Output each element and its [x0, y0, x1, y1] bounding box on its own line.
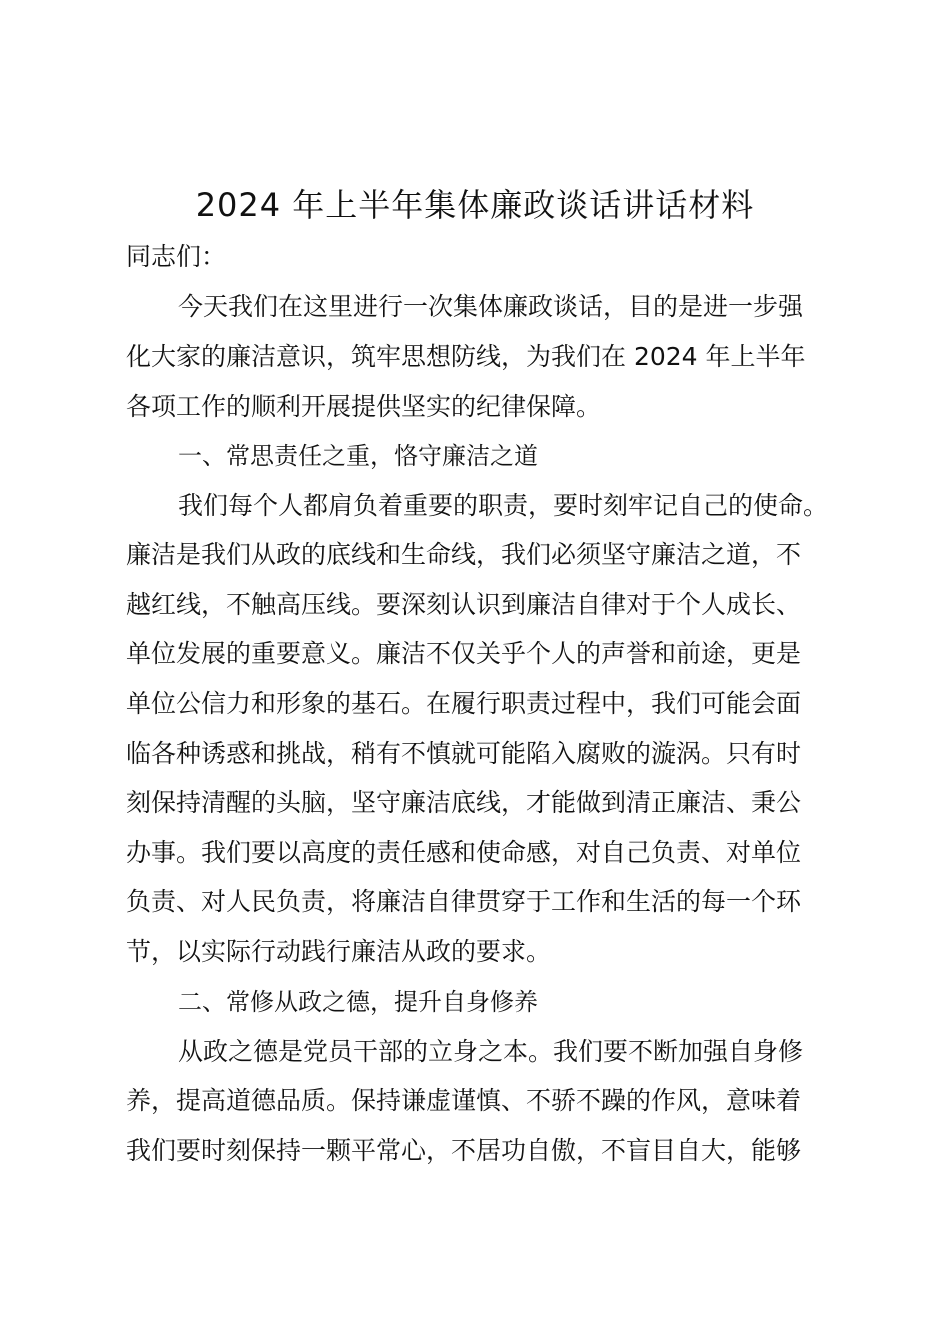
intro-line: 化大家的廉洁意识，筑牢思想防线，为我们在 2024 年上半年 — [126, 342, 806, 371]
section-1-line: 廉洁是我们从政的底线和生命线，我们必须坚守廉洁之道，不 — [126, 540, 802, 569]
section-1-line: 负责、对人民负责，将廉洁自律贯穿于工作和生活的每一个环 — [126, 887, 802, 916]
section-1-line: 节，以实际行动践行廉洁从政的要求。 — [126, 937, 552, 966]
section-1-line: 临各种诱惑和挑战，稍有不慎就可能陷入腐败的漩涡。只有时 — [126, 739, 802, 768]
section-2-line: 从政之德是党员干部的立身之本。我们要不断加强自身修 — [178, 1037, 804, 1066]
section-1-line: 单位公信力和形象的基石。在履行职责过程中，我们可能会面 — [126, 689, 802, 718]
section-1-line: 越红线，不触高压线。要深刻认识到廉洁自律对于个人成长、 — [126, 590, 802, 619]
intro-line: 今天我们在这里进行一次集体廉政谈话，目的是进一步强 — [178, 292, 804, 321]
section-1-heading: 一、常思责任之重，恪守廉洁之道 — [178, 442, 538, 470]
intro-line: 各项工作的顺利开展提供坚实的纪律保障。 — [126, 392, 602, 421]
section-1-line: 我们每个人都肩负着重要的职责，要时刻牢记自己的使命。 — [178, 491, 829, 520]
section-1-line: 单位发展的重要意义。廉洁不仅关乎个人的声誉和前途，更是 — [126, 639, 802, 668]
section-2-line: 我们要时刻保持一颗平常心，不居功自傲，不盲目自大，能够 — [126, 1136, 802, 1165]
salutation: 同志们： — [126, 242, 227, 271]
section-2-line: 养，提高道德品质。保持谦虚谨慎、不骄不躁的作风，意味着 — [126, 1086, 802, 1115]
section-2-heading: 二、常修从政之德，提升自身修养 — [178, 988, 538, 1016]
document-title: 2024 年上半年集体廉政谈话讲话材料 — [195, 186, 755, 224]
section-1-line: 刻保持清醒的头脑，坚守廉洁底线，才能做到清正廉洁、秉公 — [126, 788, 802, 817]
section-1-line: 办事。我们要以高度的责任感和使命感，对自己负责、对单位 — [126, 838, 802, 867]
